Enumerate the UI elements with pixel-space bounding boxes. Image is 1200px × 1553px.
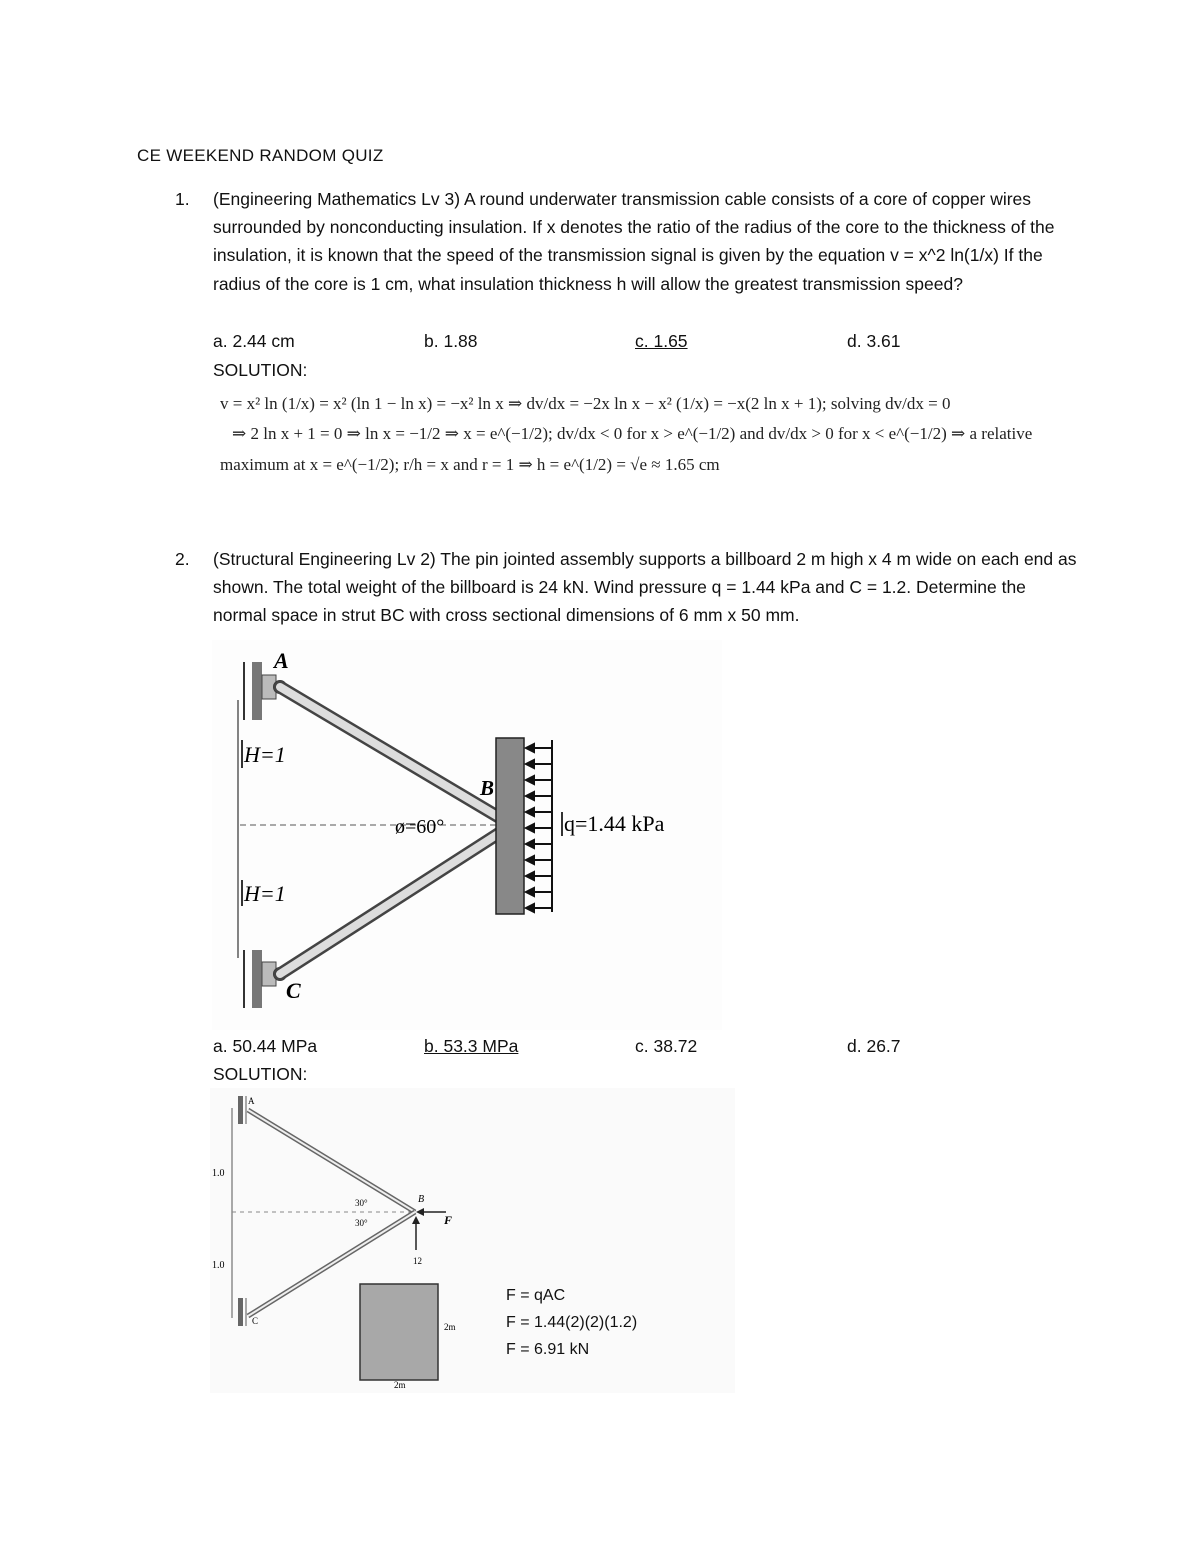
question-2-number: 2. bbox=[175, 549, 190, 569]
q1-solution-line-2: ⇒ 2 ln x + 1 = 0 ⇒ ln x = −1/2 ⇒ x = e^(−1/2); dv/dx < 0 for x > e^(−1/2) and dv/dx > 0 for x < e^(−1/2) ⇒ a relative bbox=[232, 424, 1033, 443]
formula-line-2: F = 1.44(2)(2)(1.2) bbox=[506, 1314, 638, 1331]
sol-angle-top: 30° bbox=[355, 1198, 368, 1208]
billboard-assembly-figure bbox=[212, 640, 722, 1030]
label-c: C bbox=[286, 978, 301, 1003]
question-1-text: (Engineering Mathematics Lv 3) A round underwater transmission cable consists of a core of copper wires surrounded by nonconducting insulation. If x denotes the ratio of the radius of the core to the thickness of the insulation, it is known that the speed of the transmission signal is given by the equation v = x^2 ln(1/x) If the radius of the core is 1 cm, what insulation thickness h will allow the greatest transmission speed? bbox=[213, 189, 1055, 294]
sol-angle-bottom: 30° bbox=[355, 1218, 368, 1228]
sol-label-c: C bbox=[252, 1316, 259, 1326]
q2-solution-label: SOLUTION: bbox=[213, 1064, 308, 1084]
q1-choice-c-answer: c. 1.65 bbox=[635, 331, 688, 351]
q2-choice-b-answer: b. 53.3 MPa bbox=[424, 1036, 519, 1056]
q2-choice-a: a. 50.44 MPa bbox=[213, 1036, 318, 1056]
sol-dim-bottom: 1.0 bbox=[212, 1260, 225, 1271]
formula-line-1: F = qAC bbox=[506, 1287, 566, 1304]
sol-dim-top: 1.0 bbox=[212, 1168, 225, 1179]
solution-figure bbox=[210, 1088, 735, 1393]
label-h-top: H=1 bbox=[244, 742, 286, 767]
label-pressure: q=1.44 kPa bbox=[564, 811, 665, 836]
label-b: B bbox=[480, 776, 495, 800]
formula-line-3: F = 6.91 kN bbox=[506, 1341, 590, 1358]
sol-label-b: B bbox=[418, 1194, 425, 1205]
q1-choice-d: d. 3.61 bbox=[847, 331, 901, 351]
sol-base-dim: 2m bbox=[394, 1380, 406, 1390]
question-1-number: 1. bbox=[175, 189, 190, 209]
q1-solution-line-3: maximum at x = e^(−1/2); r/h = x and r = 1 ⇒ h = e^(1/2) = √e ≈ 1.65 cm bbox=[220, 455, 720, 474]
label-a: A bbox=[274, 648, 289, 673]
q1-choice-a: a. 2.44 cm bbox=[213, 331, 295, 351]
sol-load: 12 bbox=[413, 1256, 422, 1266]
q1-solution-label: SOLUTION: bbox=[213, 360, 308, 380]
sol-label-f: F bbox=[444, 1213, 453, 1227]
q1-solution-line-1: v = x² ln (1/x) = x² (ln 1 − ln x) = −x² ln x ⇒ dv/dx = −2x ln x − x² (1/x) = −x(2 ln x + 1); solving dv/dx = 0 bbox=[220, 394, 951, 413]
q2-choice-c: c. 38.72 bbox=[635, 1036, 698, 1056]
force-formulas bbox=[506, 1282, 637, 1363]
sol-side-dim: 2m bbox=[444, 1322, 456, 1332]
sol-label-a: A bbox=[248, 1096, 255, 1106]
billboard-rect bbox=[496, 738, 524, 914]
q1-choice-b: b. 1.88 bbox=[424, 331, 478, 351]
label-h-bottom: H=1 bbox=[244, 881, 286, 906]
question-2-text: (Structural Engineering Lv 2) The pin jointed assembly supports a billboard 2 m high x 4 m wide on each end as shown. The total weight of the billboard is 24 kN. Wind pressure q = 1.44 kPa and C = 1.2. Determine the normal space in strut BC with cross sectional dimensions of 6 mm x 50 mm. bbox=[213, 549, 1077, 626]
solution-billboard-rect bbox=[360, 1284, 438, 1380]
label-angle: ø=60° bbox=[395, 816, 445, 838]
document-title: CE WEEKEND RANDOM QUIZ bbox=[137, 146, 384, 165]
q2-choice-d: d. 26.7 bbox=[847, 1036, 901, 1056]
